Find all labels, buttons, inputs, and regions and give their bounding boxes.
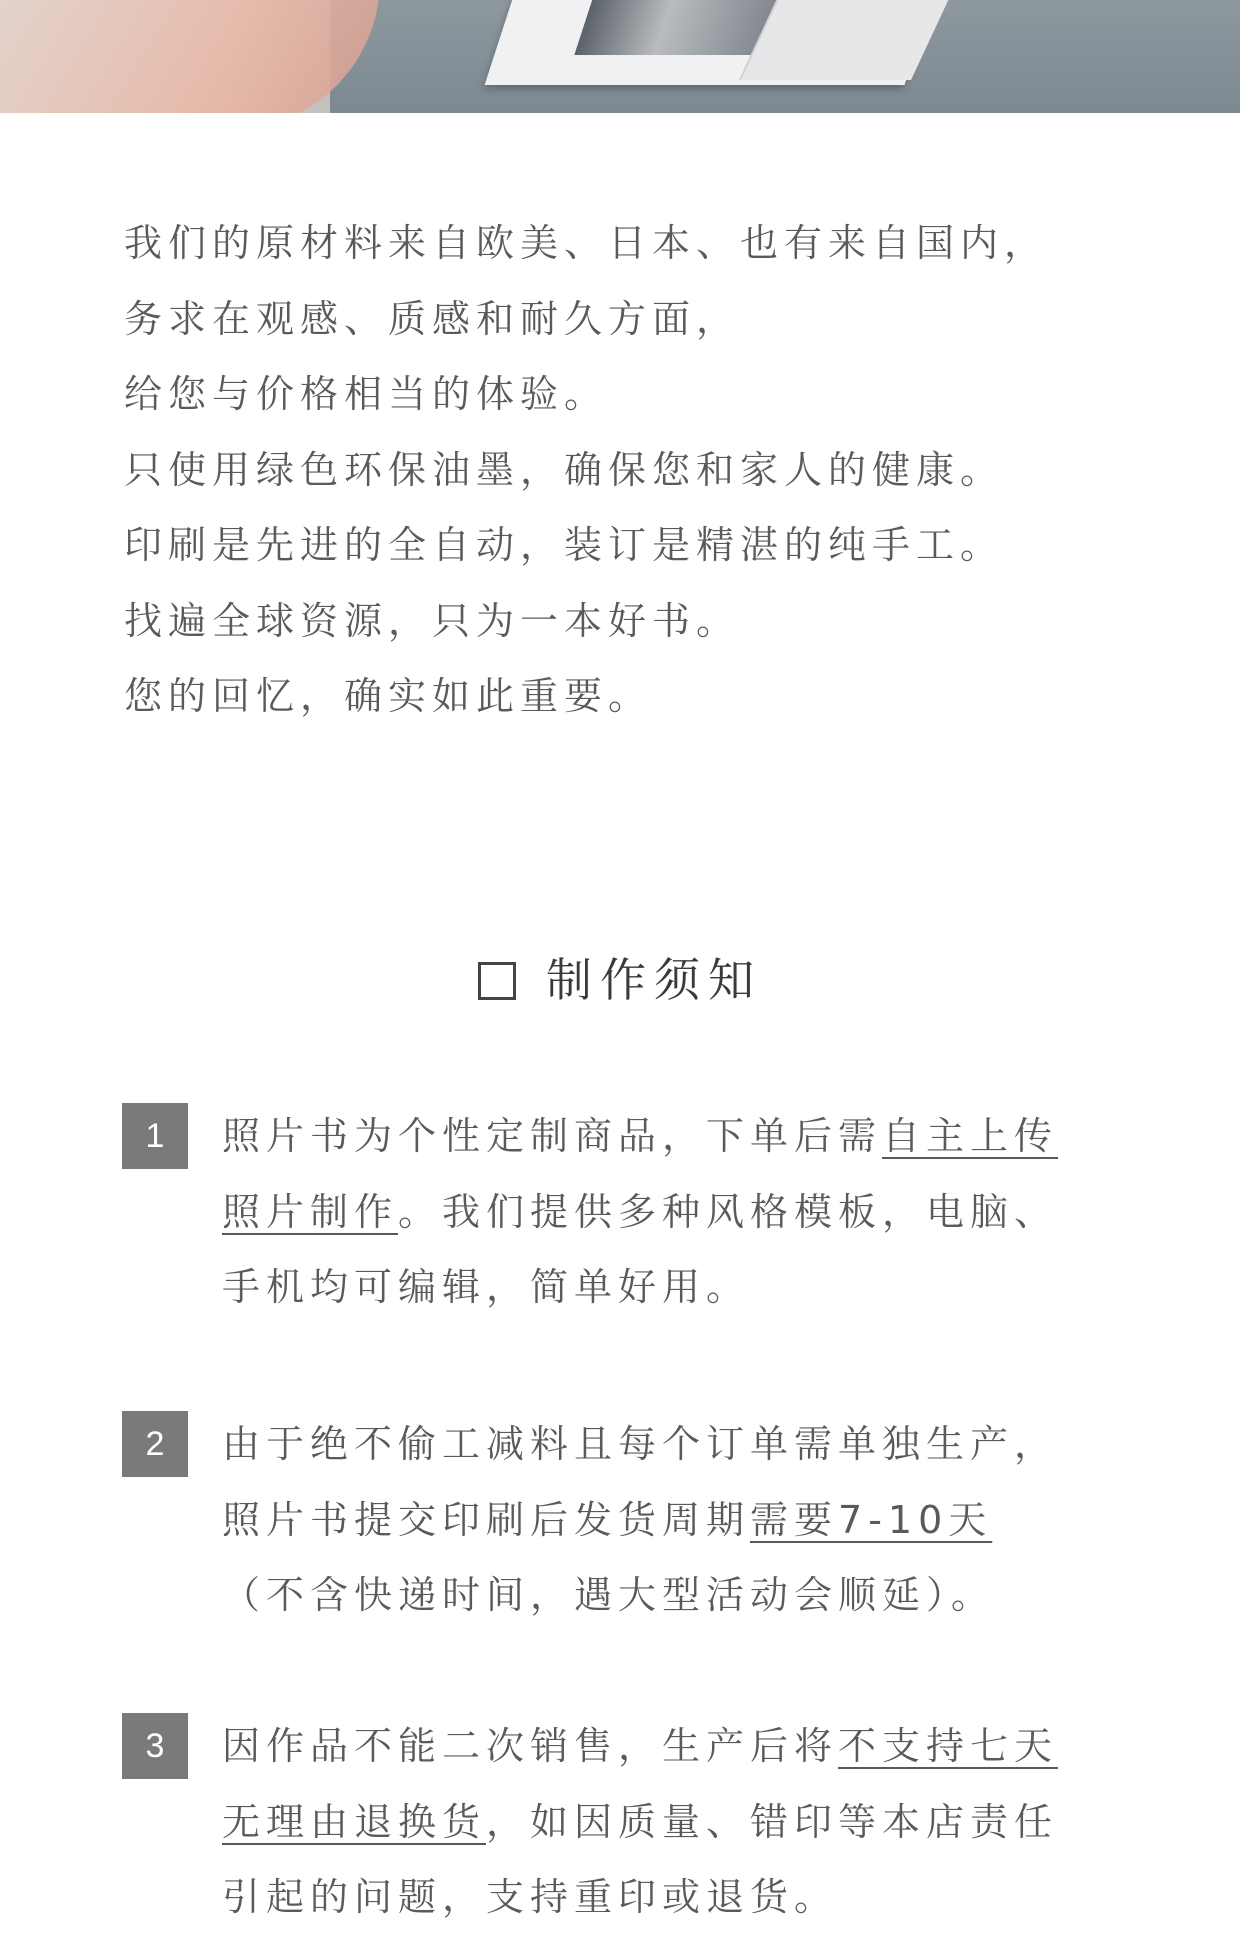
- intro-line: 印刷是先进的全自动，装订是精湛的纯手工。: [124, 523, 1005, 567]
- notice-highlight: 自主上传: [882, 1114, 1059, 1158]
- intro-line: 找遍全球资源，只为一本好书。: [124, 598, 741, 643]
- notice-highlight: 照片制作: [222, 1189, 399, 1234]
- notice-text-segment: ，如因质量、错印等本店责任: [486, 1799, 1059, 1844]
- notice-number-badge: 2: [122, 1411, 188, 1477]
- pillow: [0, 0, 380, 113]
- notice-text-segment: 照片书提交印刷后发货周期: [222, 1497, 751, 1542]
- section-title: [0, 950, 1240, 1010]
- square-icon: [478, 962, 516, 1000]
- notice-highlight: 需要7-10天: [750, 1497, 993, 1542]
- notice-text: [222, 1099, 1122, 1326]
- notice-text: [222, 1709, 1122, 1936]
- notice-number-badge: 1: [122, 1103, 188, 1169]
- notice-line: [222, 1175, 1122, 1251]
- notice-text-segment: 。我们提供多种风格模板，电脑、: [398, 1189, 1059, 1234]
- notice-line: [222, 1709, 1122, 1785]
- notice-text: [222, 1407, 1122, 1634]
- section-title-text: 制作须知: [546, 953, 762, 1007]
- intro-line: 只使用绿色环保油墨，确保您和家人的健康。: [124, 447, 1005, 492]
- intro-line: 给您与价格相当的体验。: [124, 372, 609, 416]
- notice-line: （不含快递时间，遇大型活动会顺延）。: [222, 1573, 996, 1617]
- hero-photo: [0, 0, 1240, 113]
- intro-line: 务求在观感、质感和耐久方面，: [124, 296, 741, 341]
- notice-line: [222, 1099, 1122, 1175]
- intro-paragraph: [124, 206, 1164, 735]
- notice-line: 由于绝不偷工减料且每个订单需单独生产，: [222, 1422, 1059, 1466]
- notice-text-segment: 照片书为个性定制商品，下单后需: [222, 1114, 883, 1158]
- notice-line: [222, 1483, 1122, 1559]
- notice-text-segment: 因作品不能二次销售，生产后将: [222, 1724, 839, 1768]
- notice-line: [222, 1785, 1122, 1861]
- notice-line: 手机均可编辑，简单好用。: [222, 1265, 751, 1309]
- notice-highlight: 无理由退换货: [222, 1799, 487, 1844]
- notice-line: 引起的问题，支持重印或退货。: [222, 1875, 839, 1919]
- notice-number-badge: 3: [122, 1713, 188, 1779]
- notice-highlight: 不支持七天: [838, 1724, 1059, 1768]
- intro-line: 我们的原材料来自欧美、日本、也有来自国内，: [124, 221, 1049, 265]
- intro-line: 您的回忆，确实如此重要。: [124, 674, 653, 718]
